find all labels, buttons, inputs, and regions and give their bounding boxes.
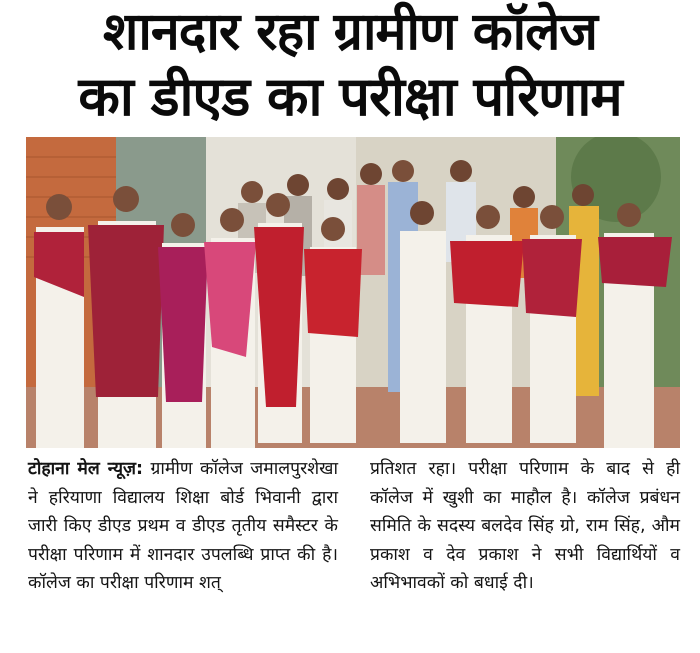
headline-line-1: शानदार रहा ग्रामीण कॉलेज [103, 2, 597, 62]
group-photo-illustration [26, 137, 680, 448]
article-column-right [370, 455, 680, 598]
headline-line-2: का डीएड का परीक्षा परिणाम [78, 65, 622, 128]
group-photo [26, 137, 680, 448]
article-dateline: टोहाना मेल न्यूज़: [28, 459, 144, 479]
cropped-next-line [26, 642, 680, 653]
article-body-right: प्रतिशत रहा। परीक्षा परिणाम के बाद से ही कॉलेज में खुशी का माहौल है। कॉलेज प्रबंधन समिति के सदस्य बलदेव सिंह ग्रो, राम सिंह, औम प्रकाश व देव प्रकाश ने सभी विद्यार्थियों व अभिभावकों को बधाई दी। [370, 459, 680, 593]
article-body-left: ग्रामीण कॉलेज जमालपुरशेखा ने हरियाणा विद्यालय शिक्षा बोर्ड भिवानी द्वारा जारी किए डीएड प्रथम व डीएड तृतीय समैस्टर के परीक्षा परिणाम में शानदार उपलब्धि प्राप्त की है। कॉलेज का परीक्षा परिणाम शत् [28, 459, 338, 593]
article-column-left [28, 455, 338, 598]
